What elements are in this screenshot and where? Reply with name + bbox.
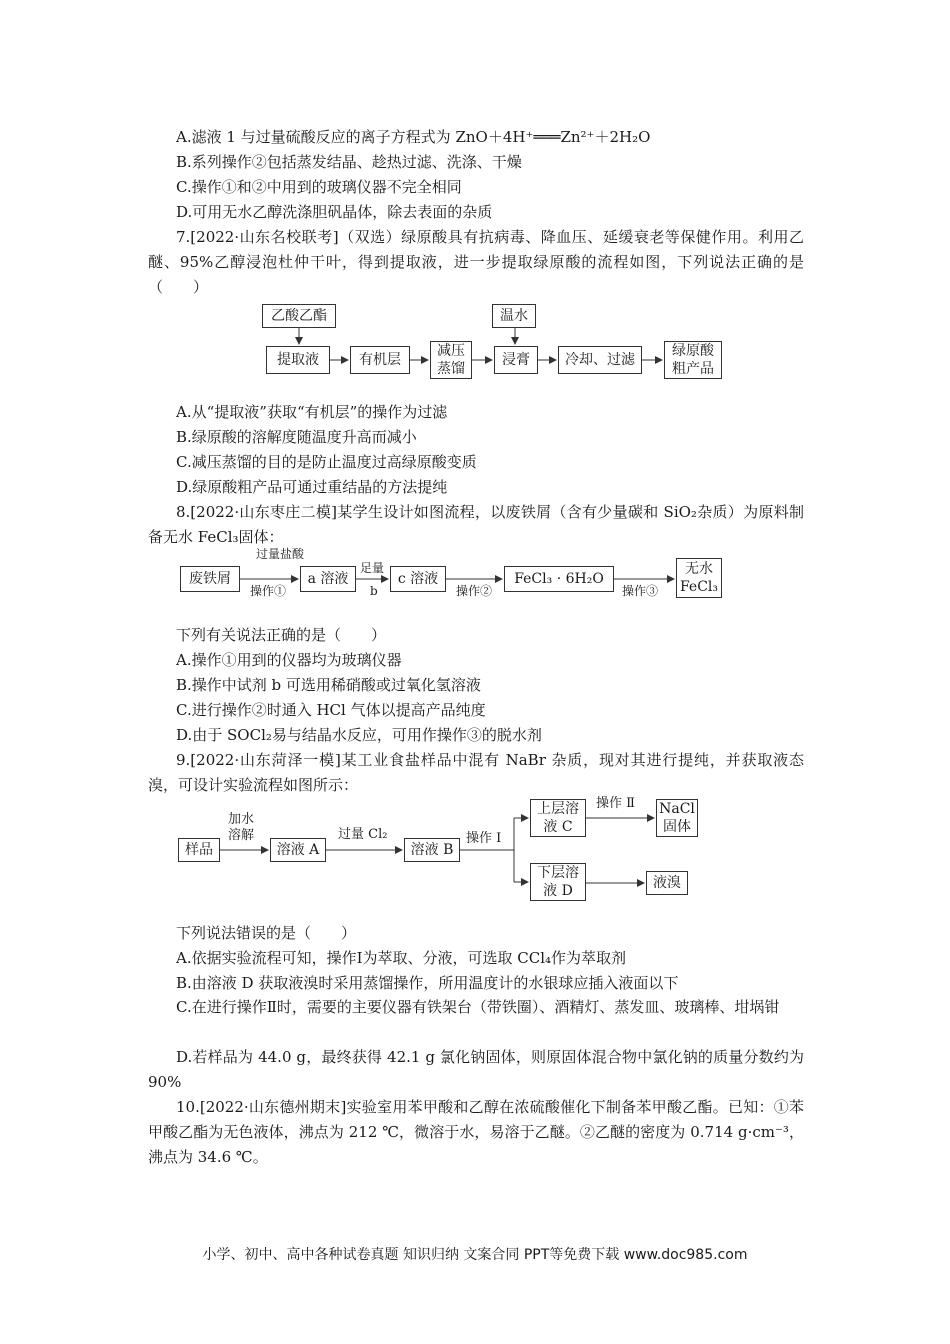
q8-box-fecl3-hydrate: FeCl₃ · 6H₂O	[504, 566, 614, 592]
q7-option-c: C.减压蒸馏的目的是防止温度过高绿原酸变质	[176, 453, 477, 471]
q9-option-d: D.若样品为 44.0 g，最终获得 42.1 g 氯化钠固体，则原固体混合物中氯化钠的质量分数约为 90%	[148, 1048, 804, 1091]
q7-box-cool-filter: 冷却、过滤	[558, 346, 642, 374]
q9-label-dissolve: 加水溶解	[228, 812, 255, 843]
q8-question: 下列有关说法正确的是（ ）	[176, 626, 387, 644]
q9-stem: 9.[2022·山东菏泽一模]某工业食盐样品中混有 NaBr 杂质，现对其进行提纯，并获取液态溴，可设计实验流程如图所示：	[148, 751, 804, 794]
q7-box-ethyl-acetate: 乙酸乙酯	[262, 304, 336, 328]
q9-box-liquid-bromine: 液溴	[646, 871, 688, 895]
q9-label-op2: 操作 Ⅱ	[596, 796, 635, 811]
q9-option-c: C.在进行操作Ⅱ时，需要的主要仪器有铁架台（带铁圈）、酒精灯、蒸发皿、玻璃棒、坩埚钳	[176, 998, 780, 1016]
q9-box-solution-a: 溶液 A	[270, 838, 326, 862]
q9-box-lower-d: 下层溶液 D	[530, 863, 586, 901]
q8-option-d: D.由于 SOCl₂易与结晶水反应，可用作操作③的脱水剂	[176, 726, 542, 744]
q8-option-c: C.进行操作②时通入 HCl 气体以提高产品纯度	[176, 701, 486, 719]
q8-label-b: b	[370, 584, 378, 598]
q9-option-b: B.由溶液 D 获取液溴时采用蒸馏操作，所用温度计的水银球应插入液面以下	[176, 974, 679, 992]
q6-option-d: D.可用无水乙醇洗涤胆矾晶体，除去表面的杂质	[176, 203, 493, 221]
q8-stem: 8.[2022·山东枣庄二模]某学生设计如图流程，以废铁屑（含有少量碳和 SiO₂杂质）为原料制备无水 FeCl₃固体：	[148, 503, 804, 546]
q7-option-a: A.从“提取液”获取“有机层”的操作为过滤	[176, 403, 448, 421]
q7-box-extract: 提取液	[266, 346, 330, 374]
q6-option-a: A.滤液 1 与过量硫酸反应的离子方程式为 ZnO＋4H⁺═══Zn²⁺＋2H₂O	[176, 128, 651, 146]
q6-option-b: B.系列操作②包括蒸发结晶、趁热过滤、洗涤、干燥	[176, 153, 522, 171]
q7-box-crude-product: 绿原酸粗产品	[664, 341, 722, 379]
q8-label-hcl: 过量盐酸	[256, 547, 305, 561]
page-footer: 小学、初中、高中各种试卷真题 知识归纳 文案合同 PPT等免费下载 www.doc985.com	[202, 1247, 748, 1263]
q7-box-extractum: 浸膏	[494, 346, 538, 374]
q7-box-organic-layer: 有机层	[350, 346, 410, 374]
q8-option-a: A.操作①用到的仪器均为玻璃仪器	[176, 651, 402, 669]
q8-option-b: B.操作中试剂 b 可选用稀硝酸或过氧化氢溶液	[176, 676, 481, 694]
q8-label-sufficient: 足量	[360, 561, 385, 575]
q8-label-op3: 操作③	[622, 584, 659, 598]
q8-label-op1: 操作①	[250, 584, 287, 598]
q7-option-b: B.绿原酸的溶解度随温度升高而减小	[176, 428, 417, 446]
q7-box-warm-water: 温水	[492, 304, 536, 328]
q7-stem: 7.[2022·山东名校联考]（双选）绿原酸具有抗病毒、降血压、延缓衰老等保健作用。利用乙醚、95%乙醇浸泡杜仲干叶，得到提取液，进一步提取绿原酸的流程如图，下列说法正确的是（ ）	[148, 228, 804, 296]
q8-box-anhydrous-fecl3: 无水FeCl₃	[676, 558, 722, 598]
q9-box-sample: 样品	[178, 838, 220, 862]
q7-box-vacuum-distill: 减压蒸馏	[430, 341, 472, 379]
q9-question: 下列说法错误的是（ ）	[176, 924, 357, 942]
q8-box-solution-c: c 溶液	[390, 566, 446, 592]
q7-option-d: D.绿原酸粗产品可通过重结晶的方法提纯	[176, 478, 448, 496]
q9-option-a: A.依据实验流程可知，操作Ⅰ为萃取、分液，可选取 CCl₄作为萃取剂	[176, 949, 627, 967]
q9-label-cl2: 过量 Cl₂	[338, 827, 388, 842]
q10-stem: 10.[2022·山东德州期末]实验室用苯甲酸和乙醇在浓硫酸催化下制备苯甲酸乙酯。已知：①苯甲酸乙酯为无色液体，沸点为 212 ℃，微溶于水，易溶于乙醚。②乙醚的密度为 0.714 g·cm⁻³，沸点为 34.6 ℃。	[148, 1098, 804, 1166]
q8-label-op2: 操作②	[456, 584, 493, 598]
q8-box-scrap-iron: 废铁屑	[180, 566, 240, 592]
q8-box-solution-a: a 溶液	[300, 566, 356, 592]
q9-label-op1: 操作 Ⅰ	[466, 831, 502, 846]
q6-option-c: C.操作①和②中用到的玻璃仪器不完全相同	[176, 178, 462, 196]
q9-box-solution-b: 溶液 B	[404, 838, 460, 862]
q9-box-upper-c: 上层溶液 C	[530, 799, 586, 837]
q9-box-nacl-solid: NaCl固体	[656, 799, 698, 837]
